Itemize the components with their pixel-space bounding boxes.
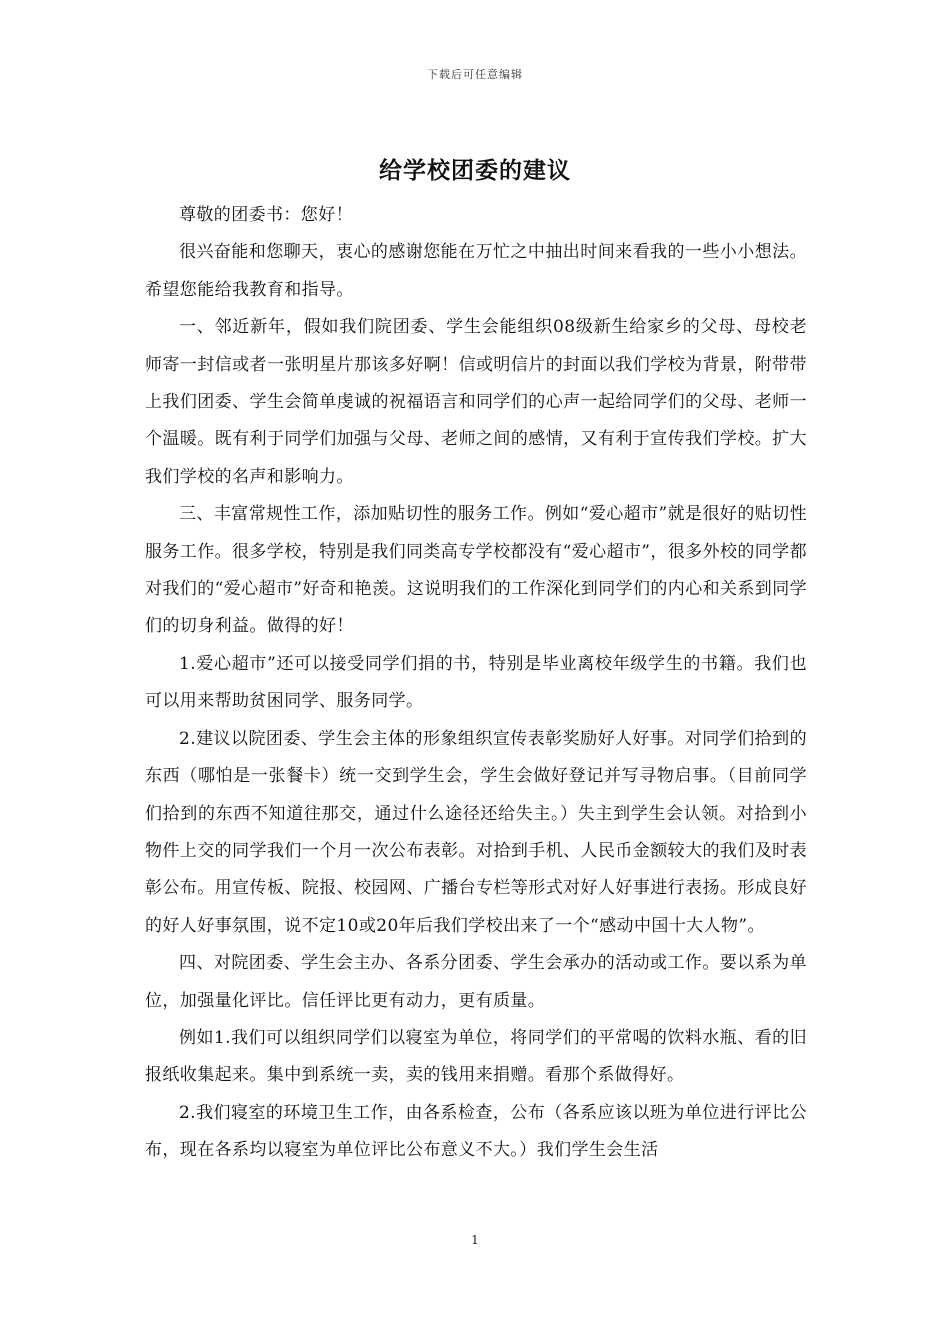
document-title: 给学校团委的建议 (379, 157, 571, 184)
page-number: 1 (471, 1233, 479, 1247)
paragraph-greeting: 尊敬的团委书：您好！ (179, 205, 353, 225)
paragraph-suggestion-four: 四、对院团委、学生会主办、各系分团委、学生会承办的活动或工作。要以系为单位，加强量化评比。信任评比更有动力，更有质量。 (145, 953, 807, 1011)
paragraph-item-2: 2.建议以院团委、学生会主体的形象组织宣传表彰奖励好人好事。对同学们拾到的东西（哪怕是一张餐卡）统一交到学生会，学生会做好登记并写寻物启事。（目前同学们拾到的东西不知道往那交，通过什么途径还给失主。）失主到学生会认领。对拾到小物件上交的同学我们一个月一次公布表彰。对拾到手机、人民币金额较大的我们及时表彰公布。用宣传板、院报、校园网、广播台专栏等形式对好人好事进行表扬。形成良好的好人好事氛围，说不定10或20年后我们学校出来了一个“感动中国十大人物”。 (145, 728, 807, 936)
paragraph-example-1: 例如1.我们可以组织同学们以寝室为单位，将同学们的平常喝的饮料水瓶、看的旧报纸收集起来。集中到系统一卖，卖的钱用来捐赠。看那个系做得好。 (145, 1027, 807, 1086)
paragraph-suggestion-one: 一、邻近新年，假如我们院团委、学生会能组织08级新生给家乡的父母、母校老师寄一封信或者一张明星片那该多好啊！信或明信片的封面以我们学校为背景，附带带上我们团委、学生会简单虔诚的祝福语言和同学们的心声一起给同学们的父母、老师一个温暖。既有利于同学们加强与父母、老师之间的感情，又有利于宣传我们学校。扩大我们学校的名声和影响力。 (145, 317, 807, 487)
paragraph-example-2: 2.我们寝室的环境卫生工作，由各系检查，公布（各系应该以班为单位进行评比公布，现在各系均以寝室为单位评比公布意义不大。）我们学生会生活 (145, 1102, 807, 1161)
paragraph-item-1: 1.爱心超市”还可以接受同学们捐的书，特别是毕业离校年级学生的书籍。我们也可以用来帮助贫困同学、服务同学。 (145, 653, 807, 712)
document-body (145, 197, 807, 1170)
paragraph-intro: 很兴奋能和您聊天，衷心的感谢您能在万忙之中抽出时间来看我的一些小小想法。希望您能给我教育和指导。 (145, 242, 807, 300)
paragraph-suggestion-three: 三、丰富常规性工作，添加贴切性的服务工作。例如“爱心超市”就是很好的贴切性服务工作。很多学校，特别是我们同类高专学校都没有“爱心超市”，很多外校的同学都对我们的“爱心超市”好奇和艳羡。这说明我们的工作深化到同学们的内心和关系到同学们的切身利益。做得的好！ (145, 504, 807, 637)
header-note: 下载后可任意编辑 (427, 68, 523, 81)
